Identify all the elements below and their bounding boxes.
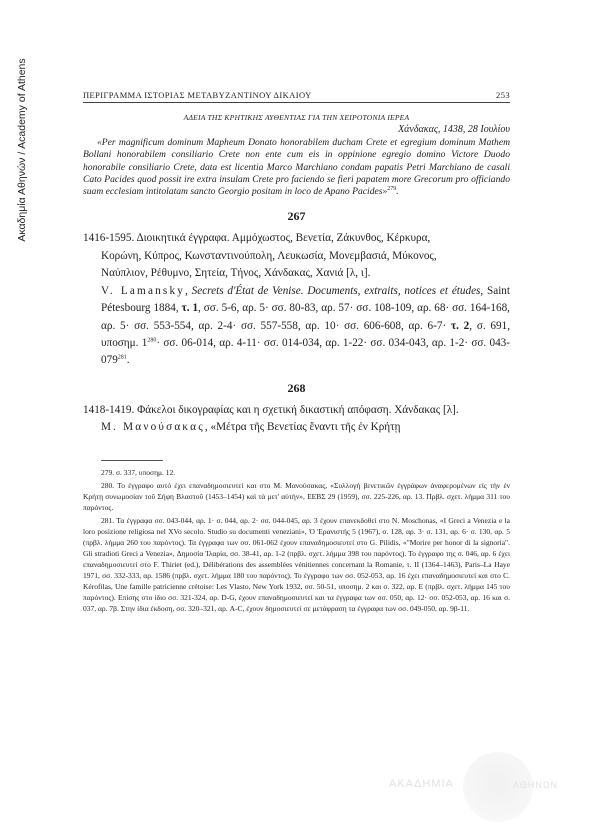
work-title: Secrets d'État de Venise. Documents, extraits, notices et études [191, 284, 481, 297]
entry-268 [83, 402, 510, 437]
entry-267-line2: Κορώνη, Κύπρος, Κωνσταντινούπολη, Λευκωσία, Μονεμβασιά, Μύκονος, [101, 249, 437, 262]
publication-info: , Saint Pétesbourg 1884, [101, 284, 511, 315]
latin-quotation [83, 137, 510, 198]
running-title: ΠΕΡΙΓΡΑΜΜΑ ΙΣΤΟΡΙΑΣ ΜΕΤΑΒΥΖΑΝΤΙΝΟΥ ΔΙΚΑΙΟΥ [83, 90, 312, 100]
footnote-280: 280. Το έγγραφο αυτό έχει επαναδημοσιευτεί και στο Μ. Μανούσακας, «Συλλογή βενετικῶν ἐγγράφων ἀναφερομένων εἰς τὴν ἐν Κρήτῃ συνωμοσίαν τοῦ Σήφη Βλαστοῦ (1453–1454) καὶ τὰ μετ' αὐτήν», ΕΕΒΣ 29 (1959), σσ. 225-226, αρ. 13. Πρβλ. σχετ. λήμμα 311 του παρόντος. [83, 480, 510, 512]
latin-text: «Per magnificum dominum Mapheum Donato honorabilem ducham Crete et egregium dominum Mathem Bollani honorabilem consiliario Crete non ente cum eis in oppinione egregio domino Victore Duodo honorabile consiliario Crete, data est licentia Marco Marchiano condam papatis Petri Marchiano de casali Cato Pacides quod possit ire extra insulam Crete pro faciendo se fieri papatem more Grecorum pro officiando suam ecclesiam intitolatam sancto Georgio positam in loco de Apano Pacides» [83, 137, 510, 198]
latin-end: . [396, 186, 399, 198]
document-title: ΑΔΕΙΑ ΤΗΣ ΚΡΗΤΙΚΗΣ ΑΥΘΕΝΤΙΑΣ ΓΙΑ ΤΗΝ ΧΕΙΡΟΤΟΝΙΑ ΙΕΡΕΑ [183, 113, 410, 122]
entry-number-267: 267 [287, 209, 306, 224]
document-page [83, 90, 510, 616]
references-vol2: , σ. 691, υποσημ. 1 [101, 319, 510, 349]
references-vol2-more: · σσ. 06-014, αρ. 4-11· σσ. 014-034, αρ. 1-22· σσ. 034-043, αρ. 1-2· σσ. 043-079 [101, 336, 510, 367]
footnote-ref-281: 281 [117, 354, 127, 361]
entry-268-line2-rest: , «Μέτρα τῆς Βενετίας ἔναντι τῆς ἐν Κρήτῃ [204, 421, 401, 434]
entry-267-line1: 1416-1595. Διοικητικά έγγραφα. Αμμόχωστος, Βενετία, Ζάκυνθος, Κέρκυρα, [83, 232, 431, 245]
page-number: 253 [496, 90, 510, 100]
footnote-279: 279. σ. 337, υποσημ. 12. [101, 467, 176, 477]
references-vol1: , σσ. 5-6, αρ. 5· σσ. 80-83, αρ. 57· σσ. 108-109, αρ. 68· σσ. 164-168, αρ. 5· σσ. 553-554, αρ. 2-4· σσ. 557-558, αρ. 10· σσ. 606-608, αρ. 6-7· [101, 302, 510, 332]
entry-267 [83, 230, 510, 369]
volume-1: τ. 1 [181, 302, 199, 315]
author-name: Μ. Μανούσακας [101, 421, 205, 434]
author-name: V. Lamansky [101, 284, 186, 297]
running-header [83, 90, 510, 103]
entry-268-line1: 1418-1419. Φάκελοι δικογραφίας και η σχετική δικαστική απόφαση. Χάνδακας [λ]. [83, 403, 459, 416]
entry-number-268: 268 [287, 380, 306, 395]
entry-268-line2 [83, 419, 510, 436]
footnote-ref-279: 279 [387, 186, 397, 192]
entry-267-bibliography: V. Lamansky, Secrets d'État de Venise. Documents, extraits, notices et études, Saint Pétesbourg 1884, τ. 1, σσ. 5-6, αρ. 5· σσ. 80-83, αρ. 57· σσ. 108-109, αρ. 68· σσ. 164-168, αρ. 5· σσ. 553-554, αρ. 2-4· σσ. 557-558, αρ. 10· σσ. 606-608, αρ. 6-7· τ. 2, σ. 691, υποσημ. $1^{280}\cdot \sigma\sigma$. 06-014, αρ. 4-11· σσ. 014-034, αρ. 1-22· σσ. 034-043, αρ. 1-2· σσ. $043-079^{281}$. [101, 284, 511, 367]
document-date: Χάνδακας, 1438, 28 Ιουλίου [398, 124, 510, 135]
footnote-ref-280: 280 [147, 337, 157, 344]
watermark-text-right: ΑΘΗΝΩΝ [513, 780, 559, 790]
footnotes [83, 467, 510, 614]
volume-2: τ. 2 [450, 319, 470, 332]
footnote-divider [101, 460, 163, 461]
entry-267-line3: Ναύπλιον, Ρέθυμνο, Σητεία, Τήνος, Χάνδακας, Χανιά [λ, ι]. [101, 267, 371, 280]
archive-side-label: Ακαδημία Αθηνών / Academy of Athens [16, 58, 28, 242]
entry-267-end: . [126, 354, 130, 367]
footnote-281: 281. Τα έγγραφα σσ. 043-044, αρ. 1· σ. 044, αρ. 2· σσ. 044-045, αρ. 3 έχουν επανεκδοθεί στο N. Moschonas, «I Greci a Venezia e la loro posizione religiosa nel XVo secolo. Studio su documenti veneziani», Ὁ Ἐρανιστής 5 (1967), σ. 128, αρ. 3· σ. 131, αρ. 6· σ. 130, αρ. 5 (πρβλ. λήμμα 260 του παρόντος). Τα έγγραφα των σσ. 061-062 έχουν επαναδημοσιευτεί στο G. Pilidis, «"Morire per honor di la signoria". Gli stradioti Greci a Venezia», Δημοσία Ἰλαρία, σσ. 38-41, αρ. 1-2 (πρβλ. σχετ. λήμμα 398 του παρόντος). Το έγγραφο της σ. 046, αρ. 6 έχει επαναδημοσιευτεί στο F. Thiriet (ed.), Délibérations des assemblées vénitiennes concernant la Romanie, τ. II (1364–1463), Paris–La Haye 1971, σσ. 332-333, αρ. 1586 (πρβλ. σχετ. λήμμα 180 του παρόντος). Το έγγραφο των σσ. 052-053, αρ. 16 έχει επαναδημοσιευτεί και στο C. Kérofilas, Une famille patricienne crétoise: Les Vlasto, New York 1932, σσ. 50-51, υποσημ. 2 και σ. 322, αρ. Ε (πρβλ. σχετ. λήμμα 145 του παρόντος). Επίσης στο ίδιο σσ. 321-324, αρ. D-G, έχουν επαναδημοσιευτεί και τα έγγραφα των σσ. 050, αρ. 12· σσ. 052-053, αρ. 16 και σ. 037, αρ. 7β. Στην ίδια έκδοση, σσ. 320–321, αρ. A-C, έχουν δημοσιευτεί σε μετάφραση τα έγγραφα των σσ. 049-050, αρ. 9β-11. [83, 515, 510, 613]
watermark-text-left: ΑΚΑΔΗΜΙΑ [389, 778, 454, 790]
